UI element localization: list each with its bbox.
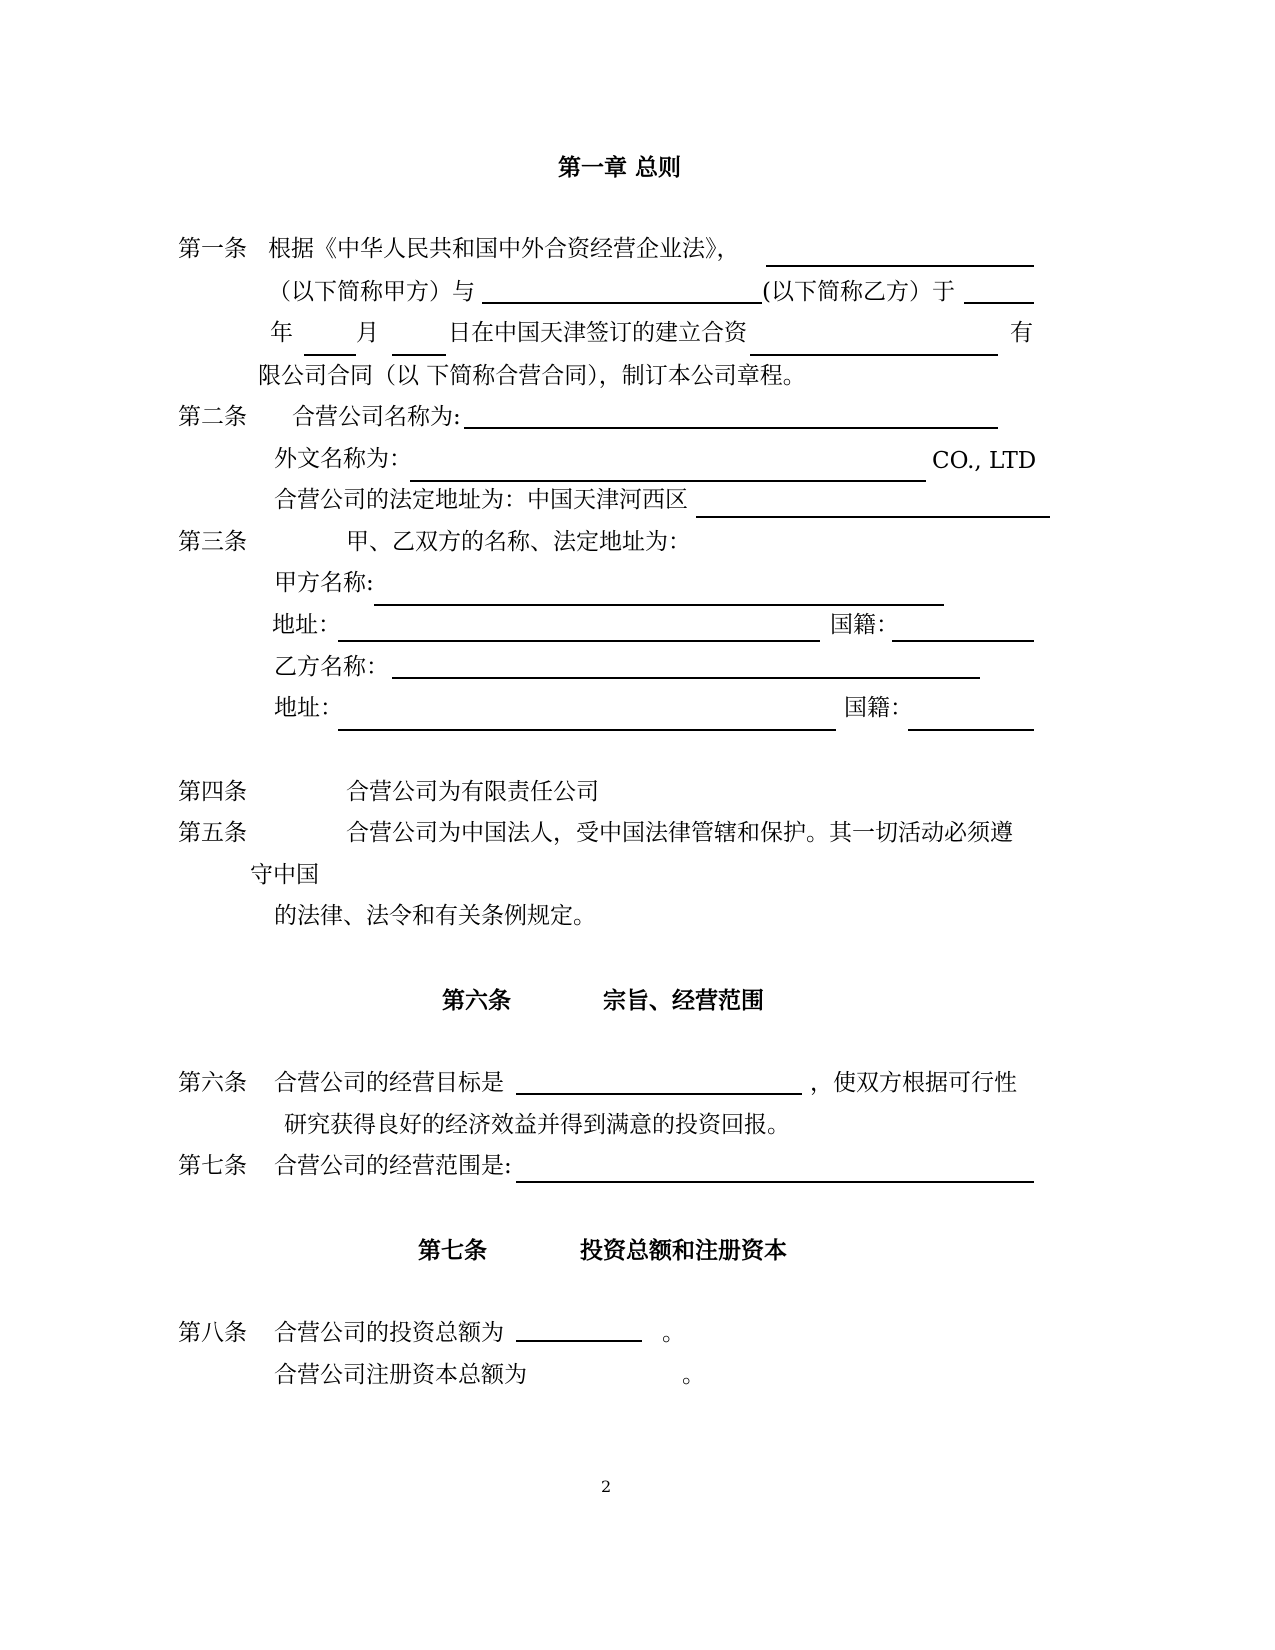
article-7-label: 第七条 [178,1153,247,1179]
blank-line [374,604,944,606]
article-1-day-text: 日在中国天津签订的建立合资 [448,320,747,346]
article-3-label: 第三条 [178,529,247,555]
article-6-text-2: ，使双方根据可行性 [810,1070,1017,1096]
party-a-name-label: 甲方名称: [274,570,374,596]
article-2-address: 合营公司的法定地址为：中国天津河西区 [274,487,688,513]
article-2-name: 合营公司名称为: [292,404,461,430]
party-a-address-label: 地址： [272,612,341,638]
blank-line [892,640,1034,642]
article-5-text-3: 的法律、法令和有关条例规定。 [274,903,596,929]
article-7-text: 合营公司的经营范围是: [274,1153,512,1179]
blank-line [766,265,1034,267]
blank-line [392,354,446,356]
party-a-nationality-label: 国籍： [830,612,899,638]
blank-line [392,677,980,679]
article-8-label: 第八条 [178,1320,247,1346]
party-b-nationality-label: 国籍： [844,695,913,721]
blank-line [338,640,820,642]
article-1-month: 月 [356,320,379,346]
section-7-heading-label: 第七条 [418,1237,487,1264]
section-7-heading-title: 投资总额和注册资本 [580,1237,787,1264]
article-1-label: 第一条 [178,236,247,262]
blank-line [516,1340,642,1342]
blank-line [750,354,998,356]
article-6-text: 合营公司的经营目标是 [274,1070,504,1096]
blank-line [410,480,926,482]
article-1-text-4: 限公司合同（以 下简称合营合同），制订本公司章程。 [258,363,806,389]
article-2-label: 第二条 [178,404,247,430]
article-4-label: 第四条 [178,779,247,805]
article-5-label: 第五条 [178,820,247,846]
article-1-text-2: （以下简称甲方）与 [268,279,475,305]
article-6-text-3: 研究获得良好的经济效益并得到满意的投资回报。 [284,1112,790,1138]
blank-line [464,427,998,429]
blank-line [908,729,1034,731]
article-1-year: 年 [270,320,293,346]
article-6-label: 第六条 [178,1070,247,1096]
blank-line [304,354,356,356]
page-number: 2 [601,1477,612,1496]
blank-line [964,302,1034,304]
article-8-text: 合营公司的投资总额为 [274,1320,504,1346]
article-5-text-2: 守中国 [250,862,319,888]
blank-line [516,1181,1034,1183]
article-8-text-2: 合营公司注册资本总额为 [274,1362,527,1388]
article-5-text: 合营公司为中国法人，受中国法律管辖和保护。其一切活动必须遵 [346,820,1013,846]
article-8-period: 。 [662,1320,685,1346]
blank-line [516,1093,802,1095]
article-1-you: 有 [1010,320,1033,346]
party-b-name-label: 乙方名称： [274,654,389,680]
article-4-text: 合营公司为有限责任公司 [346,779,599,805]
blank-line [482,302,762,304]
blank-line [338,729,836,731]
section-6-heading-label: 第六条 [442,987,511,1014]
section-6-heading-title: 宗旨、经营范围 [603,987,764,1014]
article-1-text-3: (以下简称乙方）于 [762,279,955,305]
article-1-text-1: 根据《中华人民共和国中外合资经营企业法》， [268,236,740,262]
article-8-period-2: 。 [682,1362,705,1388]
blank-line [696,516,1050,518]
article-2-co-ltd: CO., LTD [932,448,1037,474]
article-2-foreign-name: 外文名称为： [274,446,412,472]
article-3-text: 甲、乙双方的名称、法定地址为： [346,529,691,555]
party-b-address-label: 地址： [274,695,343,721]
chapter-title: 第一章 总则 [558,154,682,181]
